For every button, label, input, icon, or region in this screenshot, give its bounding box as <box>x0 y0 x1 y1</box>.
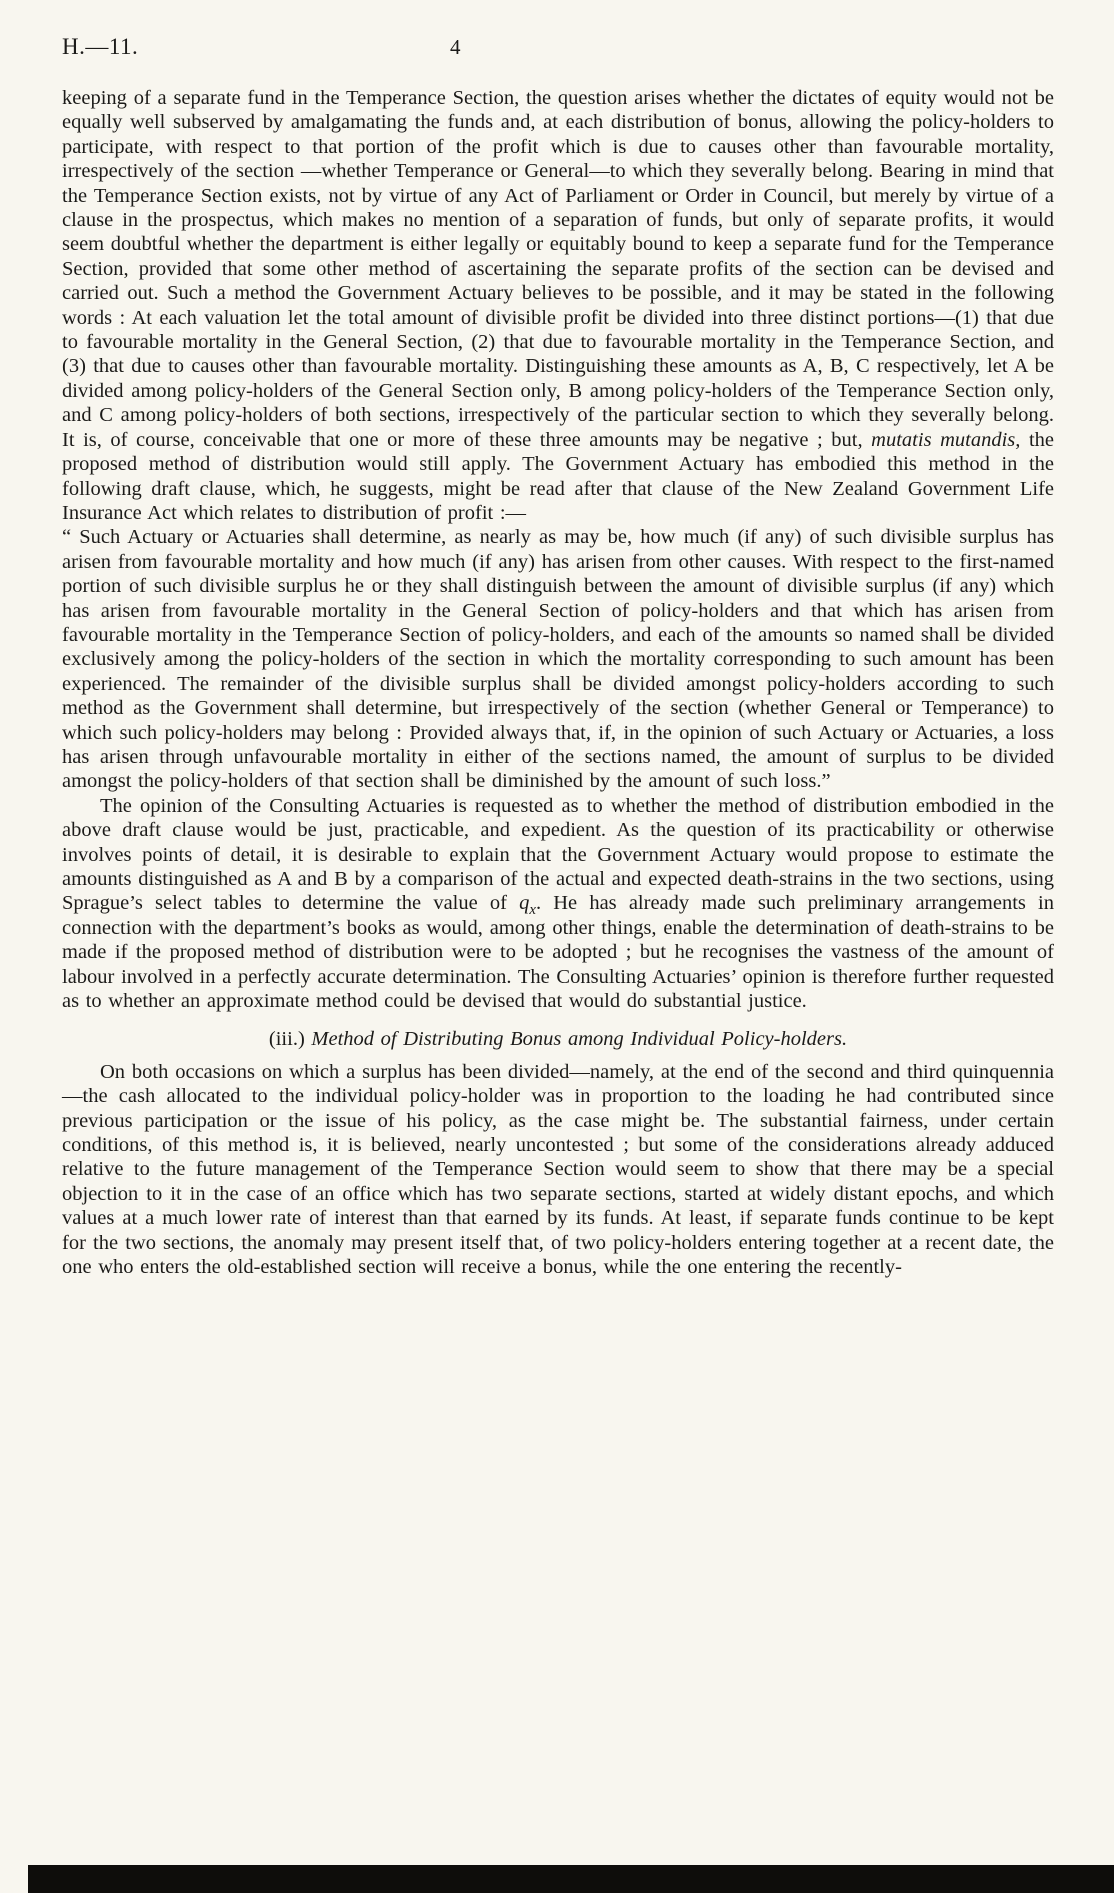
text-run: x <box>529 902 536 919</box>
text-run: . He has already made such preliminary arrangements in connection with the department’s books as would, among other things, enable the determination of death-strains to be made if the proposed method of distribution were to be adopted ; but he recognises the vastness of the amount of labour involved in a perfectly accurate determination. The Consulting Actuaries’ opinion is therefore further requested as to whether an approximate method could be devised that would do substantial justice. <box>62 892 1054 1013</box>
scan-edge-artifact <box>28 1865 1114 1893</box>
body-paragraph <box>62 525 1054 793</box>
document-reference: H.—11. <box>62 34 139 59</box>
body-paragraph <box>62 794 1054 1014</box>
text-run: keeping of a separate fund in the Temperance Section, the question arises whether the dictates of equity would not be equally well subserved by amalgamating the funds and, at each distribution of bonus, allowing the policy-holders to participate, with respect to that portion of the profit which is due to causes other than favourable mortality, irrespectively of the section —whether Temperance or General—to which they severally belong. Bearing in mind that the Temperance Section exists, not by virtue of any Act of Parliament or Order in Council, but merely by virtue of a clause in the prospectus, which makes no mention of a separation of funds, but only of separate profits, it would seem doubtful whether the department is either legally or equitably bound to keep a separate fund for the Temperance Section, provided that some other method of ascertaining the separate profits of the section can be devised and carried out. Such a method the Government Actuary believes to be possible, and it may be stated in the following words : At each valuation let the total amount of divisible profit be divided into three distinct portions—(1) that due to favourable mortality in the General Section, (2) that due to favourable mortality in the Temperance Section, and (3) that due to causes other than favourable mortality. Distinguishing these amounts as A, B, C respectively, let A be divided among policy-holders of the General Section only, B among policy-holders of the Temperance Section only, and C among policy-holders of both sections, irrespectively of the particular section to which they severally belong. It is, of course, conceivable that one or more of these three amounts may be negative ; but, <box>62 87 1054 451</box>
text-run: On both occasions on which a surplus has been divided—namely, at the end of the second and third quinquennia—the cash allocated to the individual policy-holder was in proportion to the loading he had contributed since previous participation or the issue of his policy, as the case might be. The substantial fairness, under certain conditions, of this method is, it is believed, nearly uncontested ; but some of the considerations already adduced relative to the future management of the Temperance Section would seem to show that there may be a special objection to it in the case of an office which has two separate sections, started at widely distant epochs, and which values at a much lower rate of interest than that earned by its funds. At least, if separate funds continue to be kept for the two sections, the anomaly may present itself that, of two policy-holders entering together at a recent date, the one who enters the old-established section will receive a bonus, while the one entering the recently- <box>62 1060 1054 1279</box>
body-paragraph <box>62 86 1054 525</box>
text-run: q <box>519 892 530 915</box>
text-run: (iii.) <box>268 1028 312 1051</box>
text-run: mutatis mutandis, <box>871 428 1021 451</box>
page-header <box>62 34 1052 64</box>
text-column <box>62 86 1054 1280</box>
text-run: Method of Distributing Bonus among Individual Policy-holders. <box>311 1028 848 1051</box>
body-paragraph <box>62 1060 1054 1280</box>
section-heading <box>62 1027 1054 1051</box>
page-number: 4 <box>450 35 461 59</box>
text-run: “ Such Actuary or Actuaries shall determine, as nearly as may be, how much (if any) of such divisible surplus has arisen from favourable mortality and how much (if any) has arisen from other causes. With respect to the first-named portion of such divisible surplus he or they shall distinguish between the amount of divisible surplus (if any) which has arisen from favourable mortality in the General Section of policy-holders and that which has arisen from favourable mortality in the Temperance Section of policy-holders, and each of the amounts so named shall be divided exclusively among the policy-holders of the section in which the mortality corresponding to such amount has been experienced. The remainder of the divisible surplus shall be divided amongst policy-holders according to such method as the Government shall determine, but irrespectively of the section (whether General or Temperance) to which such policy-holders may belong : Provided always that, if, in the opinion of such Actuary or Actuaries, a loss has arisen through unfavourable mortality in either of the sections named, the amount of surplus to be divided amongst the policy-holders of that section shall be diminished by the amount of such loss.” <box>62 526 1054 793</box>
text-run: The opinion of the Consulting Actuaries is requested as to whether the method of distribution embodied in the above draft clause would be just, practicable, and expedient. As the question of its practicability or otherwise involves points of detail, it is desirable to explain that the Government Actuary would propose to estimate the amounts distinguished as A and B by a comparison of the actual and expected death-strains in the two sections, using Sprague’s select tables to determine the value of <box>62 794 1054 915</box>
text-run: the proposed method of distribution would still apply. The Government Actuary has embodied this method in the following draft clause, which, he suggests, might be read after that clause of the New Zealand Government Life Insurance Act which relates to distribution of profit :— <box>62 428 1055 524</box>
